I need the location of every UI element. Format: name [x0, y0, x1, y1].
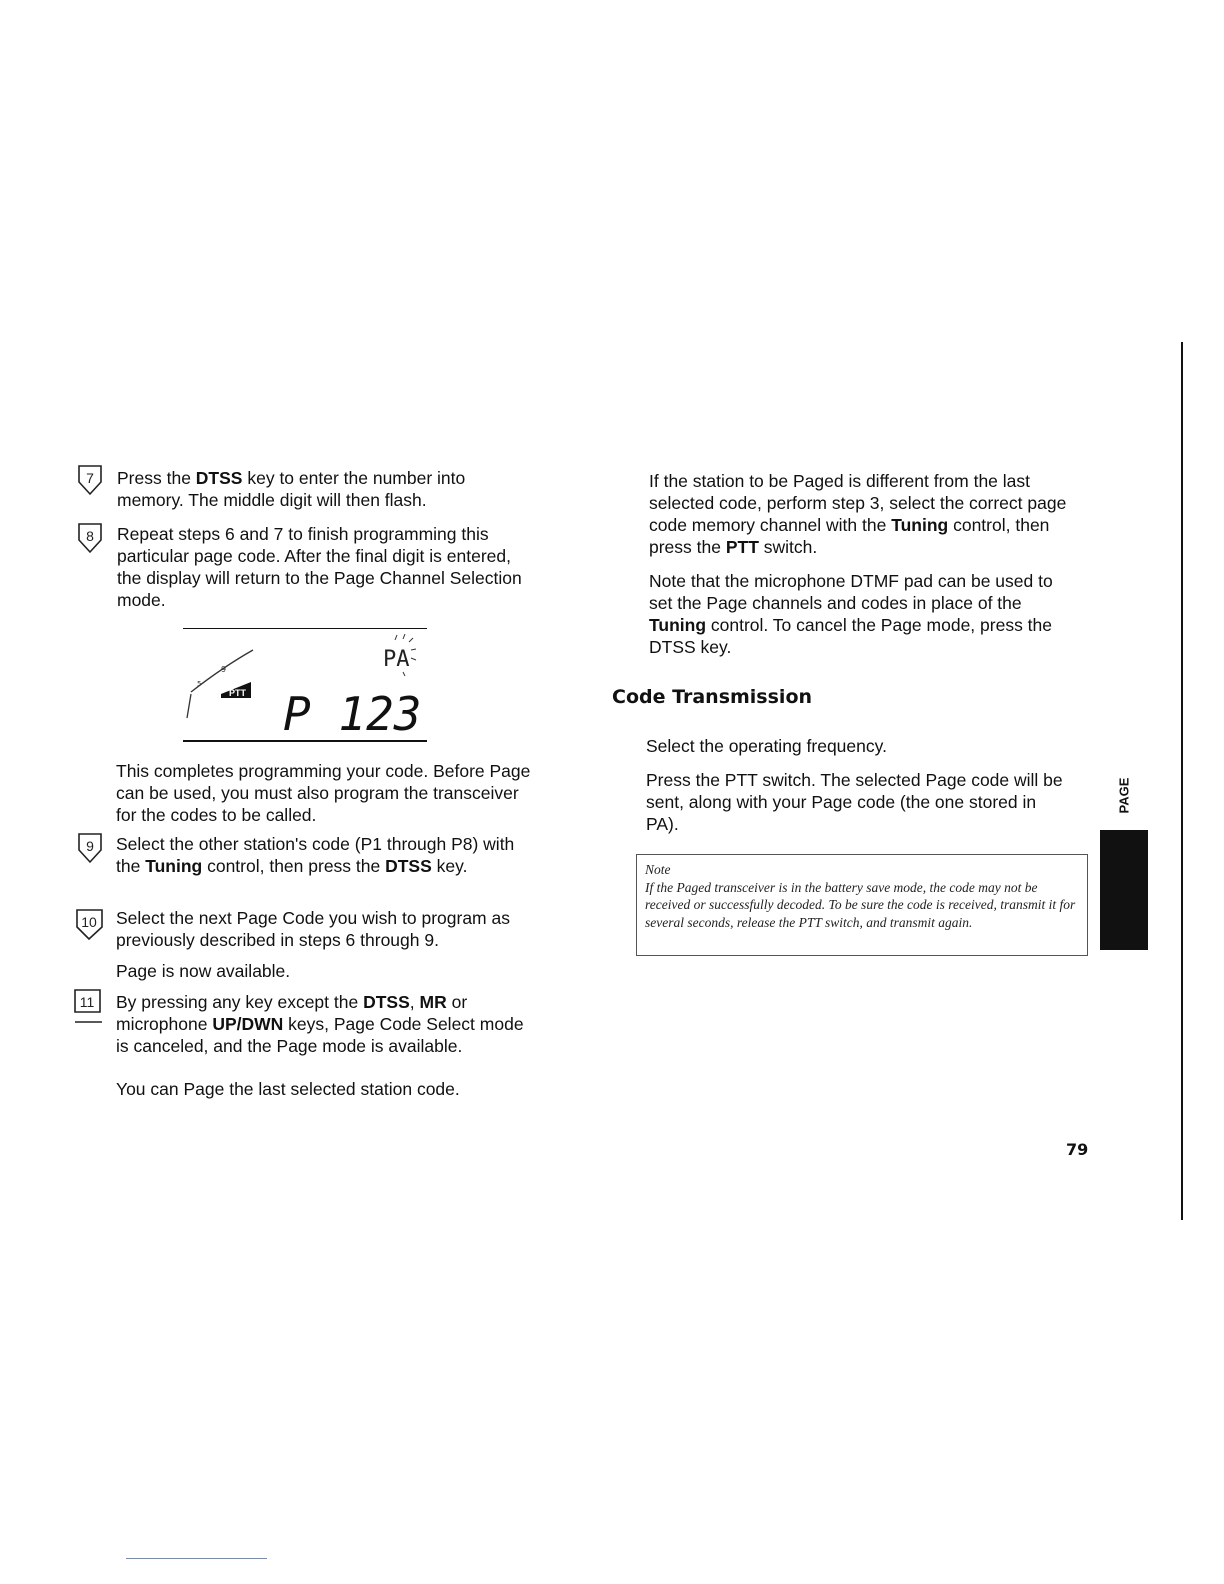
pa-indicator: PA	[383, 647, 410, 672]
press-ptt-text: Press the PTT switch. The selected Page code will be sent, along with your Page code (the one stored in PA).	[646, 770, 1063, 834]
lcd-display-illustration	[183, 632, 427, 740]
step-11-number: 11	[79, 994, 95, 1010]
code-transmission-heading: Code Transmission	[612, 686, 813, 708]
programming-complete-text: This completes programming your code. Before Page can be used, you must also program the transceiver for the codes to be called.	[116, 761, 531, 825]
page-code-readout: P 123	[283, 687, 422, 740]
step-11-text: By pressing any key except the DTSS, MR or microphone UP/DWN keys, Page Code Select mode is canceled, and the Page mode is available.	[116, 992, 524, 1056]
step-11-badge	[72, 988, 104, 1026]
step-9-number: 9	[86, 838, 94, 854]
note-box	[636, 854, 1088, 956]
note-title: Note	[645, 862, 671, 877]
step-8-text: Repeat steps 6 and 7 to finish programming this particular page code. After the final digit is entered, the display will return to the Page Channel Selection mode.	[117, 524, 522, 610]
page-number: 79	[1066, 1140, 1089, 1159]
station-different-text: If the station to be Paged is different from the last selected code, perform step 3, select the correct page code memory channel with the Tuning control, then press the PTT switch.	[649, 471, 1067, 557]
step-8-number: 8	[86, 528, 94, 544]
ptt-indicator-label: PTT	[229, 688, 246, 698]
step-7-badge	[76, 464, 106, 498]
step-8-badge	[76, 522, 106, 556]
section-tab-marker	[1100, 830, 1148, 950]
right-margin-rule	[1181, 342, 1183, 1220]
display-bottom-rule	[183, 740, 427, 742]
select-frequency-text: Select the operating frequency.	[646, 736, 887, 756]
step-7-text: Press the DTSS key to enter the number into memory. The middle digit will then flash.	[117, 468, 466, 510]
page-available-text: Page is now available.	[116, 961, 291, 981]
step-9-badge	[76, 832, 106, 866]
step-10-number: 10	[81, 914, 97, 930]
dtmf-note-text: Note that the microphone DTMF pad can be used to set the Page channels and codes in place of the Tuning control. To cancel the Page mode, press the DTSS key.	[649, 571, 1053, 657]
last-selected-text: You can Page the last selected station code.	[116, 1079, 460, 1099]
step-7-number: 7	[86, 470, 94, 486]
section-tab-label: PAGE	[1116, 777, 1132, 814]
display-top-rule	[183, 628, 427, 629]
svg-text:9: 9	[221, 665, 227, 674]
step-9-text: Select the other station's code (P1 through P8) with the Tuning control, then press the DTSS key.	[116, 834, 515, 876]
svg-text:5: 5	[197, 680, 202, 688]
bottom-link-rule	[126, 1558, 267, 1559]
step-10-text: Select the next Page Code you wish to program as previously described in steps 6 through 9.	[116, 908, 510, 950]
step-10-badge	[74, 908, 106, 944]
note-body: If the Paged transceiver is in the battery save mode, the code may not be received or successfully decoded. To be sure the code is received, transmit it for several seconds, release the PTT switch, and transmit again.	[645, 879, 1076, 930]
